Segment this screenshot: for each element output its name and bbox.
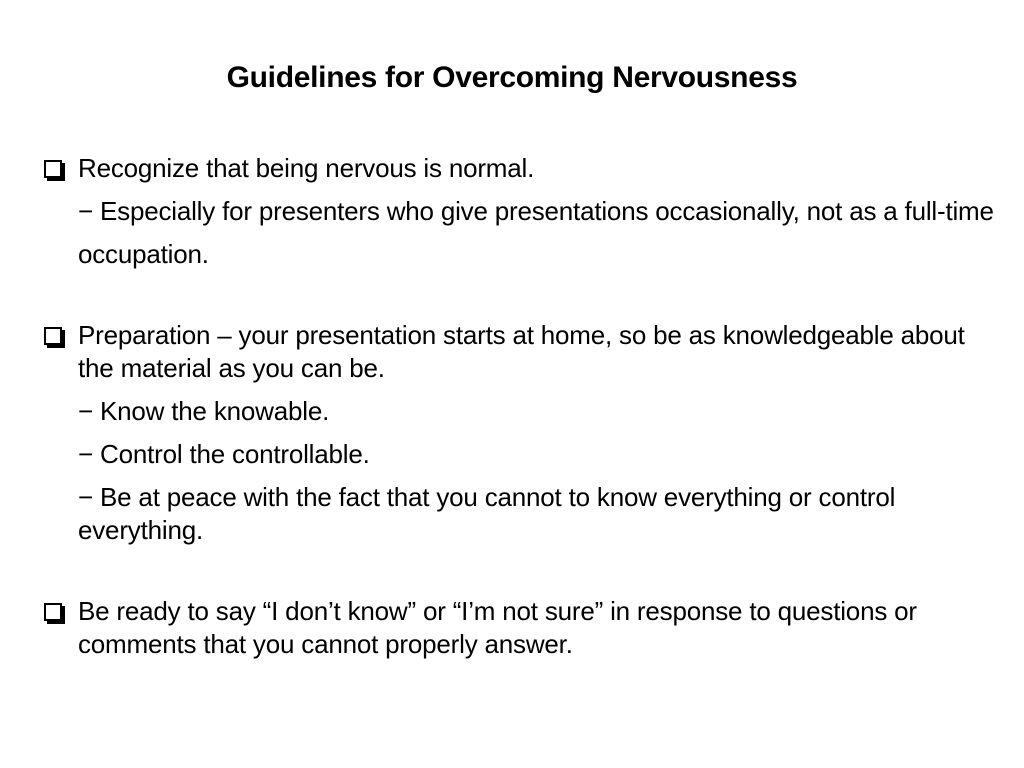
slide-title: Guidelines for Overcoming Nervousness [226,61,798,94]
bullet-item [44,595,994,661]
sub-item: − Be at peace with the fact that you cannot to know everything or control everything. [78,482,896,545]
sub-item: − Especially for presenters who give presentations occasionally, not as a full-time [78,196,994,226]
spacer [44,547,994,595]
spacer [44,271,994,319]
slide-body [44,152,994,661]
bullet-item [44,152,994,185]
checkbox-bullet-icon [44,160,62,178]
bullet-item [44,319,994,385]
sub-item: − Control the controllable. [78,439,370,469]
bullet-text: Be ready to say “I don’t know” or “I’m not sure” in response to questions or comments that you cannot properly answer. [78,596,917,659]
checkbox-bullet-icon [44,603,62,621]
sub-item: occupation. [78,239,209,269]
bullet-text: Recognize that being nervous is normal. [78,153,535,183]
checkbox-bullet-icon [44,327,62,345]
bullet-text: Preparation – your presentation starts at home, so be as knowledgeable about the material as you can be. [78,320,965,383]
sub-item: − Know the knowable. [78,396,330,426]
